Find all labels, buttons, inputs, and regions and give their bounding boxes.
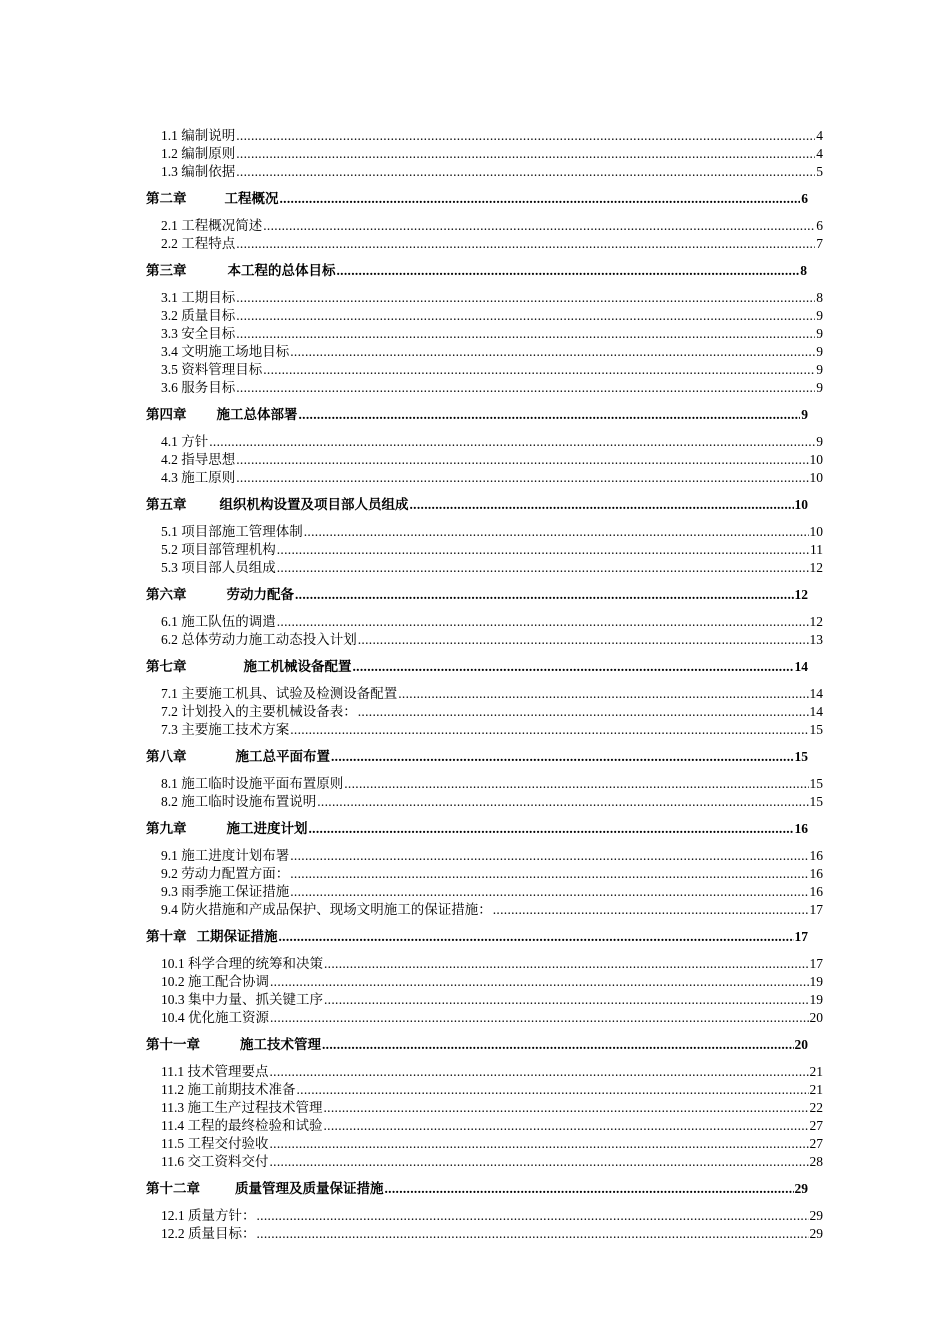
toc-entry[interactable]: [161, 883, 823, 901]
toc-entry-label: 9.4 防火措施和产成品保护、现场文明施工的保证措施：: [161, 902, 492, 917]
dot-leader: [270, 1153, 809, 1171]
dot-leader: [236, 127, 815, 145]
dot-leader: [236, 325, 815, 343]
toc-entry-label: 3.4 文明施工场地目标: [161, 344, 290, 359]
toc-entry-label: 9.2 劳动力配置方面：: [161, 866, 290, 881]
toc-page-number: 4: [816, 128, 823, 143]
toc-entry-label: 10.2 施工配合协调: [161, 974, 269, 989]
toc-chapter-title: 施工总平面布置: [235, 749, 330, 764]
toc-entry[interactable]: [161, 523, 823, 541]
dot-leader: [257, 1225, 809, 1243]
dot-leader: [236, 379, 815, 397]
toc-page-number: 8: [800, 263, 807, 278]
toc-entry-label: 12.2 质量目标：: [161, 1226, 256, 1241]
toc-entry-label: 1.3 编制依据: [161, 164, 236, 179]
toc-chapter[interactable]: [146, 190, 808, 208]
dot-leader: [358, 703, 809, 721]
toc-page-number: 9: [816, 326, 823, 341]
toc-chapter-number: 第十章: [146, 929, 187, 944]
toc-chapter-number: 第三章: [146, 263, 187, 278]
toc-entry[interactable]: [161, 865, 823, 883]
toc-chapter-number: 第五章: [146, 497, 187, 512]
toc-page-number: 10: [809, 470, 823, 485]
dot-leader: [353, 658, 794, 676]
toc-entry[interactable]: [161, 379, 823, 397]
dot-leader: [236, 307, 815, 325]
toc-page-number: 10: [809, 524, 823, 539]
toc-page-number: 15: [809, 722, 823, 737]
toc-entry[interactable]: [161, 613, 823, 631]
toc-entry-label: 3.2 质量目标: [161, 308, 236, 323]
toc-entry[interactable]: [161, 325, 823, 343]
toc-entry-label: 3.1 工期目标: [161, 290, 236, 305]
toc-entry[interactable]: [161, 1081, 823, 1099]
toc-page-number: 4: [816, 146, 823, 161]
dot-leader: [304, 523, 809, 541]
dot-leader: [236, 145, 815, 163]
toc-page-number: 15: [794, 749, 808, 764]
dot-leader: [236, 289, 815, 307]
toc-chapter-title: 工程概况: [224, 191, 279, 206]
toc-entry[interactable]: [161, 1135, 823, 1153]
toc-chapter-number: 第十二章: [146, 1181, 200, 1196]
dot-leader: [331, 748, 794, 766]
toc-entry[interactable]: [161, 991, 823, 1009]
toc-entry[interactable]: [161, 307, 823, 325]
dot-leader: [385, 1180, 794, 1198]
toc-entry[interactable]: [161, 1117, 823, 1135]
toc-chapter-number: 第六章: [146, 587, 187, 602]
toc-page-number: 8: [816, 290, 823, 305]
dot-leader: [299, 406, 801, 424]
toc-entry[interactable]: [161, 955, 823, 973]
toc-page-number: 20: [809, 1010, 823, 1025]
toc-page-number: 29: [794, 1181, 808, 1196]
toc-entry-label: 4.3 施工原则: [161, 470, 236, 485]
dot-leader: [277, 613, 809, 631]
dot-leader: [270, 1135, 809, 1153]
dot-leader: [280, 190, 801, 208]
dot-leader: [324, 1117, 809, 1135]
dot-leader: [290, 865, 808, 883]
toc-entry-label: 8.1 施工临时设施平面布置原则: [161, 776, 344, 791]
toc-entry[interactable]: [161, 469, 823, 487]
toc-entry-label: 8.2 施工临时设施布置说明: [161, 794, 317, 809]
dot-leader: [277, 541, 809, 559]
toc-page-number: 14: [809, 686, 823, 701]
toc-page-number: 11: [810, 542, 823, 557]
dot-leader: [270, 1063, 809, 1081]
toc-entry-label: 5.3 项目部人员组成: [161, 560, 276, 575]
toc-entry-label: 11.6 交工资料交付: [161, 1154, 269, 1169]
toc-entry-label: 4.1 方针: [161, 434, 209, 449]
toc-page-number: 9: [816, 308, 823, 323]
toc-page-number: 9: [816, 344, 823, 359]
toc-entry-label: 3.3 安全目标: [161, 326, 236, 341]
toc-entry[interactable]: [161, 847, 823, 865]
toc-entry[interactable]: [161, 235, 823, 253]
toc-entry-label: 11.3 施工生产过程技术管理: [161, 1100, 323, 1115]
toc-page-number: 29: [809, 1226, 823, 1241]
dot-leader: [263, 361, 815, 379]
toc-chapter-title: 施工技术管理: [240, 1037, 321, 1052]
toc-page-number: 10: [794, 497, 808, 512]
toc-chapter[interactable]: [146, 1036, 808, 1054]
dot-leader: [290, 847, 808, 865]
toc-entry[interactable]: [161, 1063, 823, 1081]
dot-leader: [344, 775, 808, 793]
toc-page-number: 9: [816, 362, 823, 377]
dot-leader: [236, 469, 808, 487]
toc-entry[interactable]: [161, 559, 823, 577]
toc-page-number: 9: [816, 434, 823, 449]
toc-entry-label: 11.5 工程交付验收: [161, 1136, 269, 1151]
toc-page-number: 17: [794, 929, 808, 944]
toc-chapter-number: 第七章: [146, 659, 187, 674]
dot-leader: [270, 973, 809, 991]
toc-entry[interactable]: [161, 1009, 823, 1027]
toc-page-number: 14: [809, 704, 823, 719]
toc-chapter-title: 工期保证措施: [196, 929, 278, 944]
toc-page-number: 10: [809, 452, 823, 467]
toc-page-number: 12: [809, 560, 823, 575]
toc-entry-label: 7.3 主要施工技术方案: [161, 722, 290, 737]
toc-chapter[interactable]: [146, 658, 808, 676]
toc-page-number: 7: [816, 236, 823, 251]
toc-entry-label: 9.3 雨季施工保证措施: [161, 884, 290, 899]
toc-page-number: 27: [809, 1136, 823, 1151]
toc-entry[interactable]: [161, 127, 823, 145]
toc-page-number: 6: [816, 218, 823, 233]
toc-page-number: 14: [794, 659, 808, 674]
dot-leader: [398, 685, 808, 703]
toc-chapter-title: 施工进度计划: [226, 821, 308, 836]
toc-page-number: 13: [809, 632, 823, 647]
toc-entry[interactable]: [161, 1207, 823, 1225]
toc-page-number: 9: [801, 407, 808, 422]
dot-leader: [263, 217, 815, 235]
dot-leader: [297, 1081, 809, 1099]
dot-leader: [324, 955, 809, 973]
dot-leader: [236, 451, 808, 469]
toc-chapter-title: 施工机械设备配置: [243, 659, 352, 674]
dot-leader: [236, 235, 815, 253]
dot-leader: [290, 343, 815, 361]
dot-leader: [410, 496, 794, 514]
toc-entry-label: 3.5 资料管理目标: [161, 362, 263, 377]
toc-page-number: 19: [809, 992, 823, 1007]
toc-page-number: 5: [816, 164, 823, 179]
toc-entry-label: 1.1 编制说明: [161, 128, 236, 143]
toc-entry[interactable]: [161, 541, 823, 559]
toc-page-number: 12: [809, 614, 823, 629]
toc-entry[interactable]: [161, 703, 823, 721]
toc-entry[interactable]: [161, 343, 823, 361]
toc-entry-label: 5.1 项目部施工管理体制: [161, 524, 303, 539]
toc-entry-label: 2.1 工程概况简述: [161, 218, 263, 233]
toc-entry-label: 7.2 计划投入的主要机械设备表：: [161, 704, 357, 719]
dot-leader: [324, 1099, 809, 1117]
toc-entry[interactable]: [161, 1099, 823, 1117]
toc-page-number: 16: [809, 848, 823, 863]
dot-leader: [257, 1207, 809, 1225]
dot-leader: [277, 559, 809, 577]
toc-page-number: 27: [809, 1118, 823, 1133]
dot-leader: [290, 883, 808, 901]
toc-entry[interactable]: [161, 217, 823, 235]
toc-entry-label: 10.4 优化施工资源: [161, 1010, 269, 1025]
toc-entry[interactable]: [161, 145, 823, 163]
toc-page-number: 16: [794, 821, 808, 836]
toc-page-number: 16: [809, 866, 823, 881]
toc-page-number: 28: [809, 1154, 823, 1169]
toc-entry[interactable]: [161, 361, 823, 379]
toc-chapter-number: 第九章: [146, 821, 187, 836]
toc-entry-label: 10.3 集中力量、抓关键工序: [161, 992, 323, 1007]
toc-page-number: 19: [809, 974, 823, 989]
toc-entry-label: 12.1 质量方针：: [161, 1208, 256, 1223]
toc-page-number: 16: [809, 884, 823, 899]
toc-chapter[interactable]: [146, 406, 808, 424]
toc-entry-label: 1.2 编制原则: [161, 146, 236, 161]
toc-chapter[interactable]: [146, 820, 808, 838]
toc-page-number: 22: [809, 1100, 823, 1115]
toc-entry-label: 6.2 总体劳动力施工动态投入计划: [161, 632, 357, 647]
toc-page-number: 21: [809, 1064, 823, 1079]
toc-page-number: 6: [801, 191, 808, 206]
toc-entry[interactable]: [161, 1225, 823, 1243]
toc-page-number: 12: [794, 587, 808, 602]
toc-chapter[interactable]: [146, 1180, 808, 1198]
toc-entry-label: 4.2 指导思想: [161, 452, 236, 467]
toc-entry[interactable]: [161, 433, 823, 451]
toc-chapter[interactable]: [146, 928, 808, 946]
dot-leader: [324, 991, 809, 1009]
dot-leader: [290, 721, 808, 739]
toc-chapter[interactable]: [146, 586, 808, 604]
toc-page-number: 15: [809, 794, 823, 809]
toc-chapter-title: 劳动力配备: [226, 587, 294, 602]
toc-entry-label: 11.2 施工前期技术准备: [161, 1082, 296, 1097]
dot-leader: [337, 262, 800, 280]
dot-leader: [295, 586, 794, 604]
toc-page-number: 15: [809, 776, 823, 791]
toc-entry-label: 3.6 服务目标: [161, 380, 236, 395]
toc-chapter-number: 第四章: [146, 407, 187, 422]
dot-leader: [279, 928, 794, 946]
toc-chapter[interactable]: [146, 496, 808, 514]
toc-page-number: 20: [794, 1037, 808, 1052]
dot-leader: [358, 631, 809, 649]
toc-entry[interactable]: [161, 775, 823, 793]
toc-entry-label: 10.1 科学合理的统筹和决策: [161, 956, 323, 971]
toc-chapter-number: 第八章: [146, 749, 187, 764]
dot-leader: [317, 793, 808, 811]
toc-entry[interactable]: [161, 163, 823, 181]
toc-entry-label: 6.1 施工队伍的调遣: [161, 614, 276, 629]
toc-entry-label: 7.1 主要施工机具、试验及检测设备配置: [161, 686, 398, 701]
toc-chapter-title: 施工总体部署: [216, 407, 298, 422]
toc-entry-label: 2.2 工程特点: [161, 236, 236, 251]
toc-entry-label: 5.2 项目部管理机构: [161, 542, 276, 557]
toc-entry[interactable]: [161, 1153, 823, 1171]
toc-page-number: 21: [809, 1082, 823, 1097]
toc-page-number: 17: [809, 902, 823, 917]
toc-entry[interactable]: [161, 631, 823, 649]
toc-entry[interactable]: [161, 973, 823, 991]
toc-entry[interactable]: [161, 451, 823, 469]
toc-page-number: 17: [809, 956, 823, 971]
toc-entry-label: 11.4 工程的最终检验和试验: [161, 1118, 323, 1133]
dot-leader: [493, 901, 809, 919]
toc-entry[interactable]: [161, 793, 823, 811]
toc-entry[interactable]: [161, 289, 823, 307]
dot-leader: [209, 433, 815, 451]
toc-chapter-number: 第十一章: [146, 1037, 200, 1052]
dot-leader: [322, 1036, 794, 1054]
toc-chapter[interactable]: [146, 748, 808, 766]
toc-entry[interactable]: [161, 685, 823, 703]
toc-chapter-title: 本工程的总体目标: [227, 263, 336, 278]
toc-entry[interactable]: [161, 901, 823, 919]
toc-entry-label: 9.1 施工进度计划布署: [161, 848, 290, 863]
toc-chapter-number: 第二章: [146, 191, 187, 206]
toc-entry[interactable]: [161, 721, 823, 739]
toc-chapter-title: 组织机构设置及项目部人员组成: [219, 497, 409, 512]
toc-entry-label: 11.1 技术管理要点: [161, 1064, 269, 1079]
toc-chapter-title: 质量管理及质量保证措施: [235, 1181, 384, 1196]
dot-leader: [309, 820, 794, 838]
toc-chapter[interactable]: [146, 262, 807, 280]
toc-page-number: 9: [816, 380, 823, 395]
dot-leader: [236, 163, 815, 181]
dot-leader: [270, 1009, 809, 1027]
toc-page-number: 29: [809, 1208, 823, 1223]
